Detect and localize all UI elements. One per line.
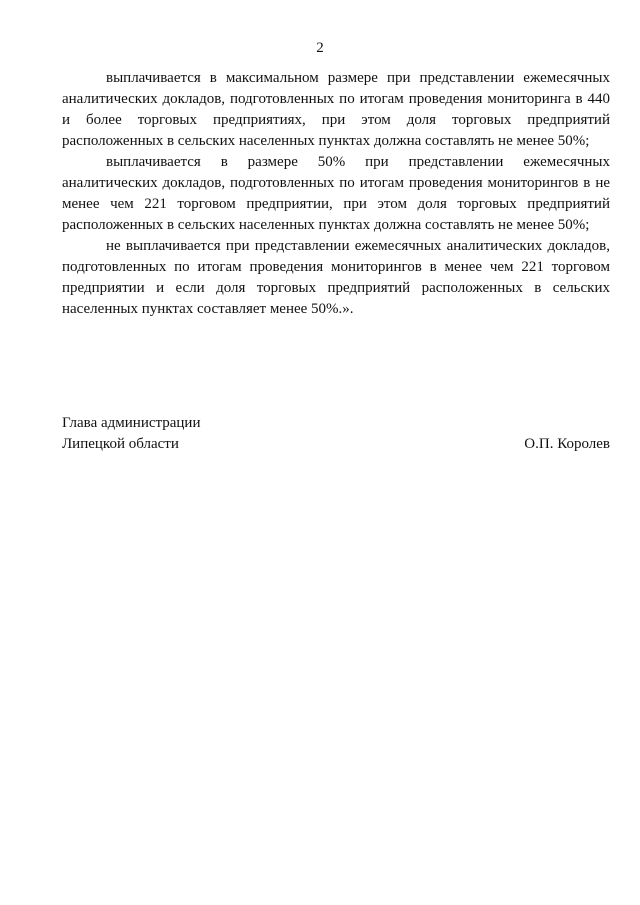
paragraph-half-payment: выплачивается в размере 50% при представлении ежемесячных аналитических докладов, подготовленных по итогам проведения мониторингов в не менее чем 221 торговом предприятии, при этом доля торговых предприятий расположенных в сельских населенных пунктах должна составлять не менее 50%;	[62, 154, 610, 233]
paragraph-no-payment: не выплачивается при представлении ежемесячных аналитических докладов, подготовленных по итогам проведения мониторингов в менее чем 221 торговом предприятии и если доля торговых предприятий расположенных в сельских населенных пунктах составляет менее 50%.».	[62, 238, 610, 317]
document-body	[62, 68, 610, 320]
signatory-name: О.П. Королев	[524, 436, 610, 452]
signatory-position-line1: Глава администрации	[62, 415, 201, 431]
page-number: 2	[316, 40, 324, 56]
signature-line	[62, 434, 610, 455]
signatory-position-line2: Липецкой области	[62, 436, 179, 452]
signature-block	[62, 413, 610, 455]
paragraph-max-payment: выплачивается в максимальном размере при представлении ежемесячных аналитических докладов, подготовленных по итогам проведения мониторинга в 440 и более торговых предприятиях, при этом доля торговых предприятий расположенных в сельских населенных пунктах должна составлять не менее 50%;	[62, 70, 610, 149]
